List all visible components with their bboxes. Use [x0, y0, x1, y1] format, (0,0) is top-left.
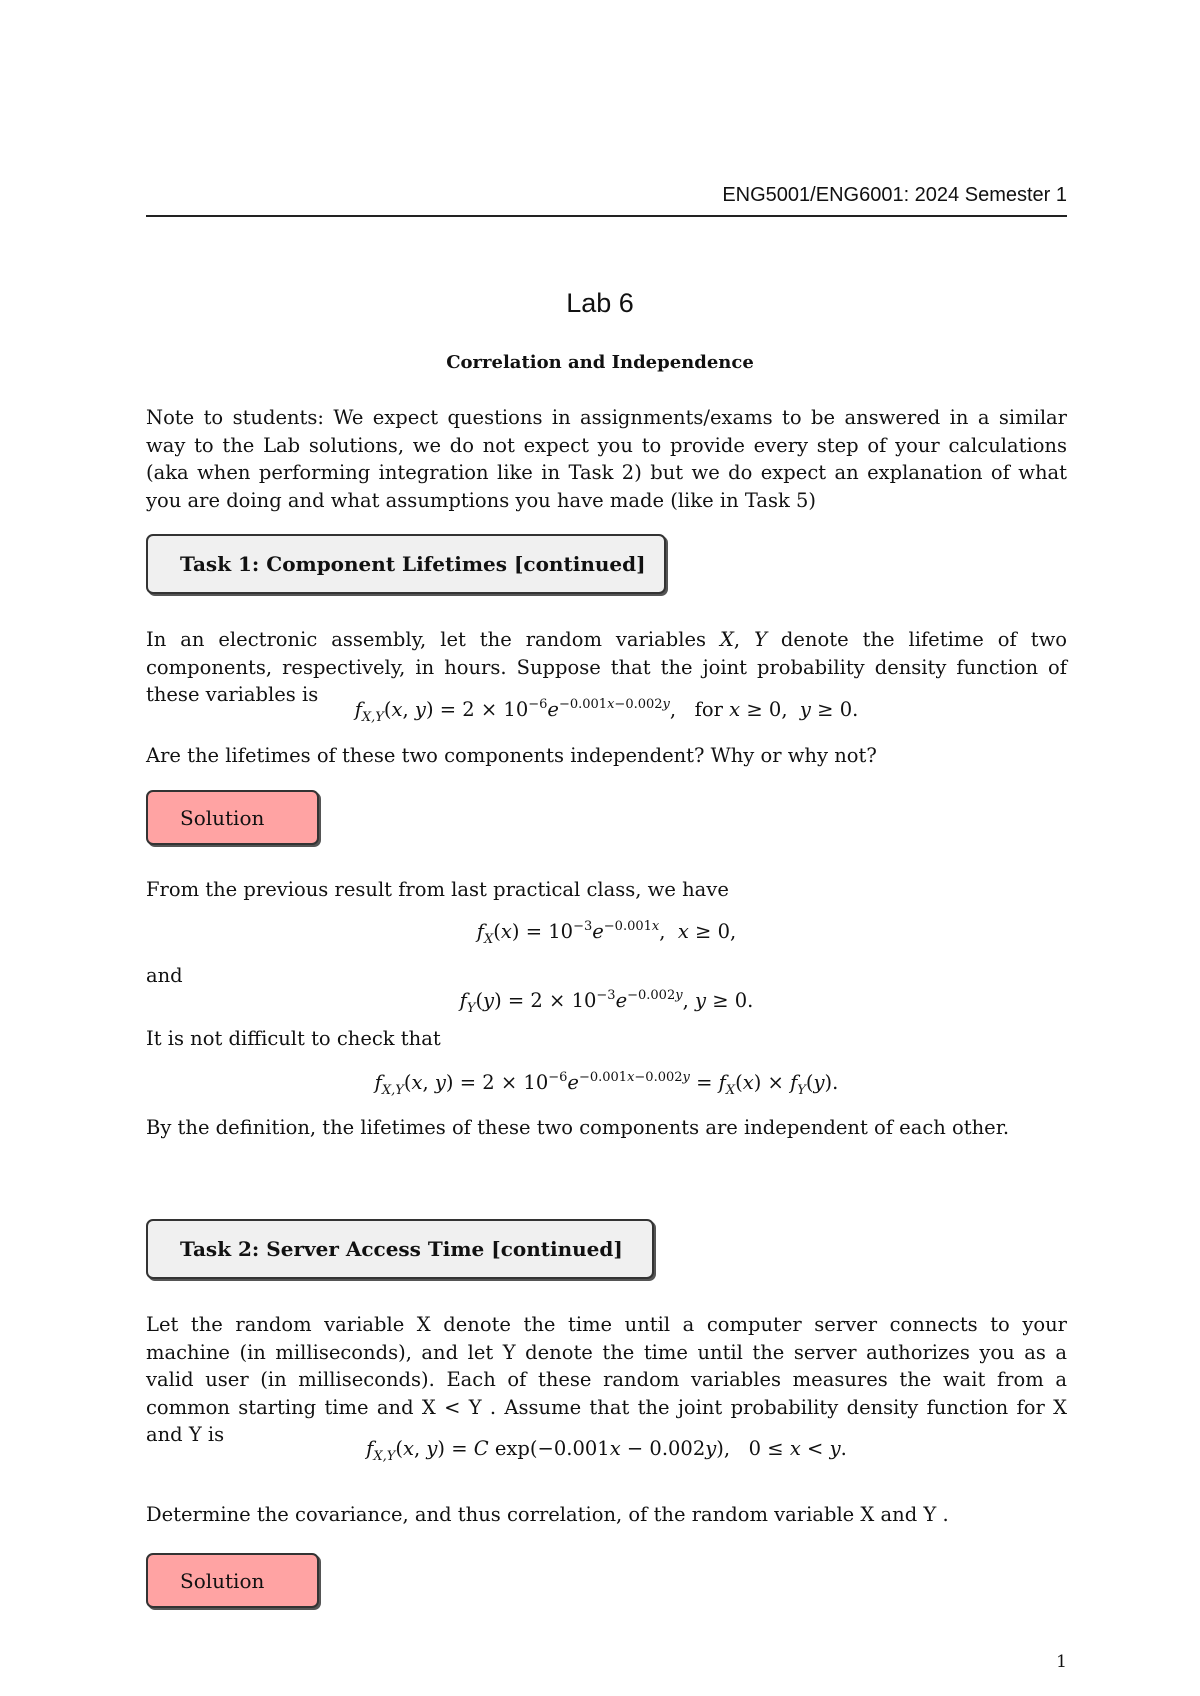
task2-solution-label: Solution: [180, 1568, 265, 1593]
course-header: ENG5001/ENG6001: 2024 Semester 1: [722, 184, 1067, 206]
marginal-fy-equation: $f_Y(y) = 2 \times 10^{-3}e^{-0.002y}$, y ≥ 0.: [459, 988, 754, 1016]
task1-solution-label: Solution: [180, 805, 265, 830]
page-number: 1: [1056, 1652, 1067, 1672]
task1-conclusion: By the definition, the lifetimes of these two components are independent of each other.: [146, 1116, 1010, 1139]
task2-intro: Let the random variable X denote the time until a computer server connects to your machine (in milliseconds), and let Y denote the time until the server authorizes you as a valid user (in milliseconds). Each of these random variables measures the wait from a common starting time and X < Y . Assume that the joint probability density function for X and Y is: [146, 1313, 1067, 1446]
task2-heading-box: [146, 1219, 654, 1279]
task1-joint-pdf-equation: $f_{X,Y}(x$, $y) = 2 \times 10^{-6}e^{-0.001x-0.002y}$, for x ≥ 0, y ≥ 0.: [354, 697, 859, 725]
product-equation: $f_{X,Y}(x$, $y) = 2 \times 10^{-6}e^{-0.001x-0.002y} = f_X(x) \times f_Y(y)$.: [374, 1070, 839, 1098]
note-to-students: Note to students: We expect questions in assignments/exams to be answered in a similar way to the Lab solutions, we do not expect you to provide every step of your calculations (aka when performing integration like in Task 2) but we do expect an explanation of what you are doing and what assumptions you have made (like in Task 5): [146, 406, 1067, 512]
task2-solution-box: [146, 1553, 319, 1608]
task1-heading-box: [146, 534, 666, 594]
page-subtitle: Correlation and Independence: [446, 352, 754, 373]
page-title: Lab 6: [566, 288, 634, 318]
marginal-fx-equation: $f_X(x) = 10^{-3}e^{-0.001x}$, x ≥ 0,: [476, 919, 737, 947]
task1-intro: In an electronic assembly, let the random variables X, Y denote the lifetime of two components, respectively, in hours. Suppose that the joint probability density function of these variables is: [146, 628, 1068, 706]
task2-question: Determine the covariance, and thus correlation, of the random variable X and Y .: [146, 1503, 949, 1526]
task1-question: Are the lifetimes of these two components independent? Why or why not?: [146, 744, 877, 767]
task1-heading: Task 1: Component Lifetimes [continued]: [180, 552, 646, 576]
task2-joint-pdf-equation: $f_{X,Y}(x$, y) = C exp(−0.001x − 0.002y), 0 ≤ x < y.: [366, 1437, 847, 1464]
check-text: It is not difficult to check that: [146, 1027, 441, 1050]
header-rule: [146, 215, 1067, 217]
task2-heading: Task 2: Server Access Time [continued]: [180, 1237, 623, 1261]
and-text: and: [146, 964, 183, 987]
task1-solution-box: [146, 790, 319, 845]
task1-solution-intro: From the previous result from last practical class, we have: [146, 878, 729, 901]
